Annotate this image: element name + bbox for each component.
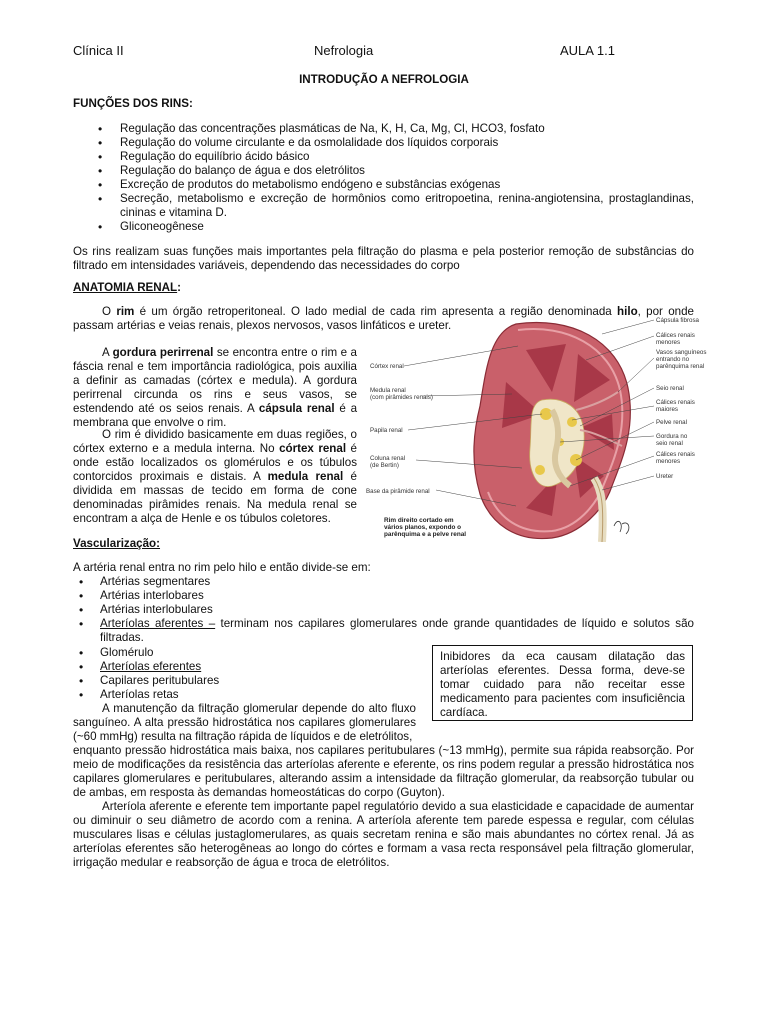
label-vasos-sub2: parênquima renal <box>656 363 705 370</box>
funcoes-paragraph: Os rins realizam suas funções mais importantes pela filtração do plasma e pela posterior remoção de substâncias do filtrado em intensidades variáveis, dependendo das necessidades do corpo <box>73 245 694 272</box>
anatomia-heading-colon: : <box>177 281 181 294</box>
funcoes-item-text-2: Regulação do equilíbrio ácido básico <box>120 150 310 163</box>
anatomia-p1-t2: é um órgão retroperitoneal. O lado medial de cada rim apresenta a região denominada <box>134 305 618 318</box>
vascularizacao-intro: A artéria renal entra no rim pelo hilo e então divide-se em: <box>73 561 371 574</box>
label-calices-menores-2: Cálices renais <box>656 451 695 458</box>
vasc-bottom-item-text-3: Arteríolas retas <box>100 688 179 701</box>
vasc-bottom-item-0 <box>76 646 406 660</box>
figure-caption-line3: parênquima e a pelve renal <box>384 531 467 538</box>
list-item-aferentes <box>76 617 694 645</box>
vascularizacao-list-aferentes <box>76 617 694 645</box>
anatomia-p2-t1: A <box>102 346 113 359</box>
artist-signature <box>614 521 629 534</box>
label-medula: Medula renal <box>370 387 406 394</box>
anatomia-p3-medula: medula renal <box>267 470 344 483</box>
funcoes-item-0 <box>94 122 694 136</box>
vascularizacao-list-bottom <box>76 646 406 702</box>
fat-blob-4 <box>535 465 545 475</box>
vasc-top-item-text-0: Artérias segmentares <box>100 575 211 588</box>
anatomia-p2-t2: se encontra entre o rim e a fáscia renal e tem importância radiológica, pois auxilia a definir as camadas (córtex e medula). A gordura perirrenal circunda os rins e seus vasos, se estendendo até os seios renais. A <box>73 346 357 415</box>
funcoes-item-5 <box>94 192 694 220</box>
header-course: Clínica II <box>73 43 124 58</box>
label-calices-menores-2-sub: menores <box>656 458 681 465</box>
vasc-bottom-item-1 <box>76 660 406 674</box>
vascularizacao-list-top <box>76 575 694 617</box>
header-lesson: AULA 1.1 <box>560 43 615 58</box>
anatomia-p3-t1: O rim é dividido basicamente em duas regiões, o córtex externo e a medula interna. No <box>73 428 357 455</box>
section-heading-anatomia <box>73 281 181 295</box>
label-coluna: Coluna renal <box>370 455 406 462</box>
label-gordura-sub: seio renal <box>656 440 683 447</box>
anatomia-p1-rim: rim <box>116 305 135 318</box>
label-calices-menores: Cálices renais <box>656 332 695 339</box>
label-vasos: Vasos sanguíneos <box>656 349 707 356</box>
vasc-bottom-item-3 <box>76 688 406 702</box>
anatomia-p1-t1: O <box>102 305 117 318</box>
funcoes-item-text-5: Secreção, metabolismo e excreção de hormônios como eritropoetina, renina-angiotensina, prostaglandinas, cininas e vitamina D. <box>120 192 694 219</box>
funcoes-item-2 <box>94 150 694 164</box>
anatomia-p3-t3: é dividida em massas de tecido em forma de cone denominadas pirâmides renais. Na medula renal se encontram a alça de Henle e os túbulos coletores. <box>73 470 357 525</box>
anatomia-p3-t2: é onde estão localizados os glomérulos e os túbulos contorcidos proximais e distais. A <box>73 442 357 483</box>
vasc-top-item-1 <box>76 589 694 603</box>
anatomia-p1-t3: , por onde passam artérias e veias renais, plexos nervosos, vasos linfáticos e ureter. <box>73 305 694 332</box>
funcoes-item-4 <box>94 178 694 192</box>
anatomia-p3-cortex: córtex renal <box>279 442 347 455</box>
vascularizacao-heading-text: Vascularização: <box>73 537 161 550</box>
fat-blob-2 <box>567 417 577 427</box>
label-capsula-fibrosa: Cápsula fibrosa <box>656 317 699 324</box>
anatomia-p2-t3: é a membrana que envolve o rim. <box>73 402 358 429</box>
label-coluna-sub: (de Bertin) <box>370 462 399 469</box>
label-seio: Seio renal <box>656 385 684 392</box>
label-gordura: Gordura no <box>656 433 688 440</box>
anatomia-p2-gordura: gordura perirrenal <box>112 346 214 359</box>
anatomia-p2-capsula: cápsula renal <box>258 402 335 415</box>
label-vasos-sub1: entrando no <box>656 356 690 363</box>
aferentes-label: Arteríolas aferentes – <box>100 617 216 630</box>
funcoes-item-text-3: Regulação do balanço de água e dos eletrólitos <box>120 164 365 177</box>
figure-caption-line2: vários planos, expondo o <box>384 524 462 531</box>
anatomia-p1-hilo: hilo <box>617 305 638 318</box>
funcoes-item-6 <box>94 220 694 234</box>
arteriola-paragraph: Arteríola aferente e eferente tem importante papel regulatório devido a sua elasticidade e capacidade de aumentar ou diminuir o seu diâmetro de acordo com a renina. A arteríola aferente tem parede espessa e regular, com células musculares lisas e células justaglomerulares, as quais secretam renina e são mais abundantes no córtex renal. Já as arteríolas eferentes são heterogêneas ao longo do córtes e formam a vasa recta responsável pela filtração glomerular, irrigação medular e reabsorção de água e troca de eletrólitos. <box>73 800 694 869</box>
filtracao-paragraph-narrow: A manutenção da filtração glomerular depende do alto fluxo sanguíneo. A alta pressão hidrostática nos capilares glomerulares (~60 mmHg) resulta na filtração rápida de líquidos e de eletrólitos, <box>73 702 416 743</box>
vasc-bottom-item-text-1: Arteríolas eferentes <box>100 660 202 673</box>
label-calices-maiores: Cálices renais <box>656 399 695 406</box>
label-ureter: Ureter <box>656 473 674 480</box>
label-cortex: Córtex renal <box>370 363 404 370</box>
aferentes-text: terminam nos capilares glomerulares onde grande quantidades de líquido e solutos são filtradas. <box>100 617 694 644</box>
vasc-bottom-item-text-2: Capilares peritubulares <box>100 674 220 687</box>
funcoes-item-text-0: Regulação das concentrações plasmáticas de Na, K, H, Ca, Mg, Cl, HCO3, fosfato <box>120 122 545 135</box>
label-papila: Papila renal <box>370 427 403 434</box>
anatomia-heading-text: ANATOMIA RENAL <box>73 281 178 294</box>
anatomia-p2 <box>73 346 357 430</box>
label-calices-maiores-sub: maiores <box>656 406 679 413</box>
label-base-piramide: Base da pirâmide renal <box>366 488 430 495</box>
vasc-top-item-2 <box>76 603 694 617</box>
funcoes-item-text-6: Gliconeogênese <box>120 220 204 233</box>
vasc-bottom-item-2 <box>76 674 406 688</box>
header-subject: Nefrologia <box>314 43 374 58</box>
funcoes-list <box>94 122 694 234</box>
vasc-bottom-item-text-0: Glomérulo <box>100 646 154 659</box>
note-box-ieca: Inibidores da eca causam dilatação das arteríolas eferentes. Dessa forma, deve-se tomar cuidado para não receitar esse medicamento para pacientes com insuficiência cardíaca. <box>432 645 693 721</box>
vasc-top-item-0 <box>76 575 694 589</box>
section-heading-vascularizacao <box>73 537 160 551</box>
anatomia-p3 <box>73 428 357 526</box>
label-medula-sub: (com pirâmides renais) <box>370 394 433 401</box>
figure-caption-line1: Rim direito cortado em <box>384 517 454 524</box>
section-heading-funcoes: FUNÇÕES DOS RINS: <box>73 97 193 110</box>
funcoes-item-text-4: Excreção de produtos do metabolismo endógeno e substâncias exógenas <box>120 178 501 191</box>
vasc-top-item-text-2: Artérias interlobulares <box>100 603 213 616</box>
funcoes-item-1 <box>94 136 694 150</box>
label-calices-menores-sub: menores <box>656 339 681 346</box>
kidney-anatomy-figure <box>366 310 716 542</box>
vasc-top-item-text-1: Artérias interlobares <box>100 589 204 602</box>
funcoes-item-text-1: Regulação do volume circulante e da osmolalidade dos líquidos corporais <box>120 136 499 149</box>
filtracao-paragraph-wide: enquanto pressão hidrostática mais baixa, nos capilares peritubulares (~13 mmHg), permite sua rápida reabsorção. Por meio de modificações da resistência das arteríolas aferente e eferente, os rins podem regular a pressão hidrostática nos capilares glomerulares e peritubulares, alterando assim a intensidade da filtração glomerular, da reabsorção tubular ou de ambas, em resposta às demandas homeostáticas do corpo (Guyton). <box>73 744 694 799</box>
funcoes-item-3 <box>94 164 694 178</box>
label-pelve: Pelve renal <box>656 419 687 426</box>
page-title: INTRODUÇÃO A NEFROLOGIA <box>299 73 469 86</box>
